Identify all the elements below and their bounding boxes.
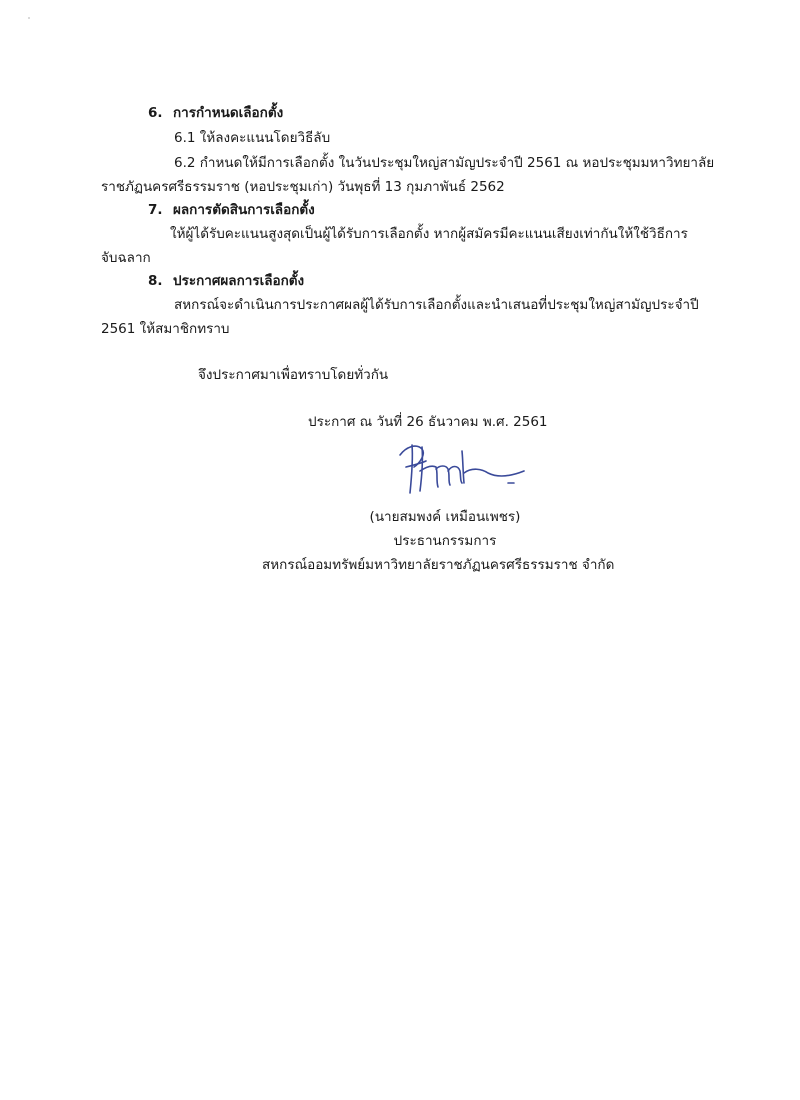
signer-position: ประธานกรรมการ	[393, 533, 497, 549]
section-title: ประกาศผลการเลือกตั้ง	[173, 273, 305, 289]
section-number: 7.	[148, 202, 163, 218]
handwritten-signature	[392, 437, 532, 499]
section-title: ผลการตัดสินการเลือกตั้ง	[173, 202, 315, 218]
section-7-line-2: จับฉลาก	[101, 250, 151, 266]
section-8-heading	[148, 272, 304, 290]
section-6-line-3: ราชภัฏนครศรีธรรมราช (หอประชุมเก่า) วันพุธที่ 13 กุมภาพันธ์ 2562	[101, 179, 505, 195]
section-7-line-1: ให้ผู้ได้รับคะแนนสูงสุดเป็นผู้ได้รับการเลือกตั้ง หากผู้สมัครมีคะแนนเสียงเท่ากันให้ใช้วิธีการ	[170, 226, 688, 242]
section-6-heading	[148, 104, 283, 122]
section-6-line-2: 6.2 กำหนดให้มีการเลือกตั้ง ในวันประชุมใหญ่สามัญประจำปี 2561 ณ หอประชุมมหาวิทยาลัย	[174, 155, 715, 171]
section-number: 6.	[148, 105, 163, 121]
scan-speck	[28, 17, 30, 19]
section-8-line-2: 2561 ให้สมาชิกทราบ	[101, 321, 230, 337]
closing-statement: จึงประกาศมาเพื่อทราบโดยทั่วกัน	[198, 367, 389, 383]
signer-organization: สหกรณ์ออมทรัพย์มหาวิทยาลัยราชภัฏนครศรีธรรมราช จำกัด	[262, 557, 615, 573]
section-number: 8.	[148, 273, 163, 289]
section-8-line-1: สหกรณ์จะดำเนินการประกาศผลผู้ได้รับการเลือกตั้งและนำเสนอที่ประชุมใหญ่สามัญประจำปี	[174, 297, 699, 313]
section-7-heading	[148, 201, 315, 219]
announce-date: ประกาศ ณ วันที่ 26 ธันวาคม พ.ศ. 2561	[308, 414, 548, 430]
section-6-line-1: 6.1 ให้ลงคะแนนโดยวิธีลับ	[174, 130, 331, 146]
section-title: การกำหนดเลือกตั้ง	[173, 105, 284, 121]
signer-name: (นายสมพงค์ เหมือนเพชร)	[369, 509, 521, 525]
